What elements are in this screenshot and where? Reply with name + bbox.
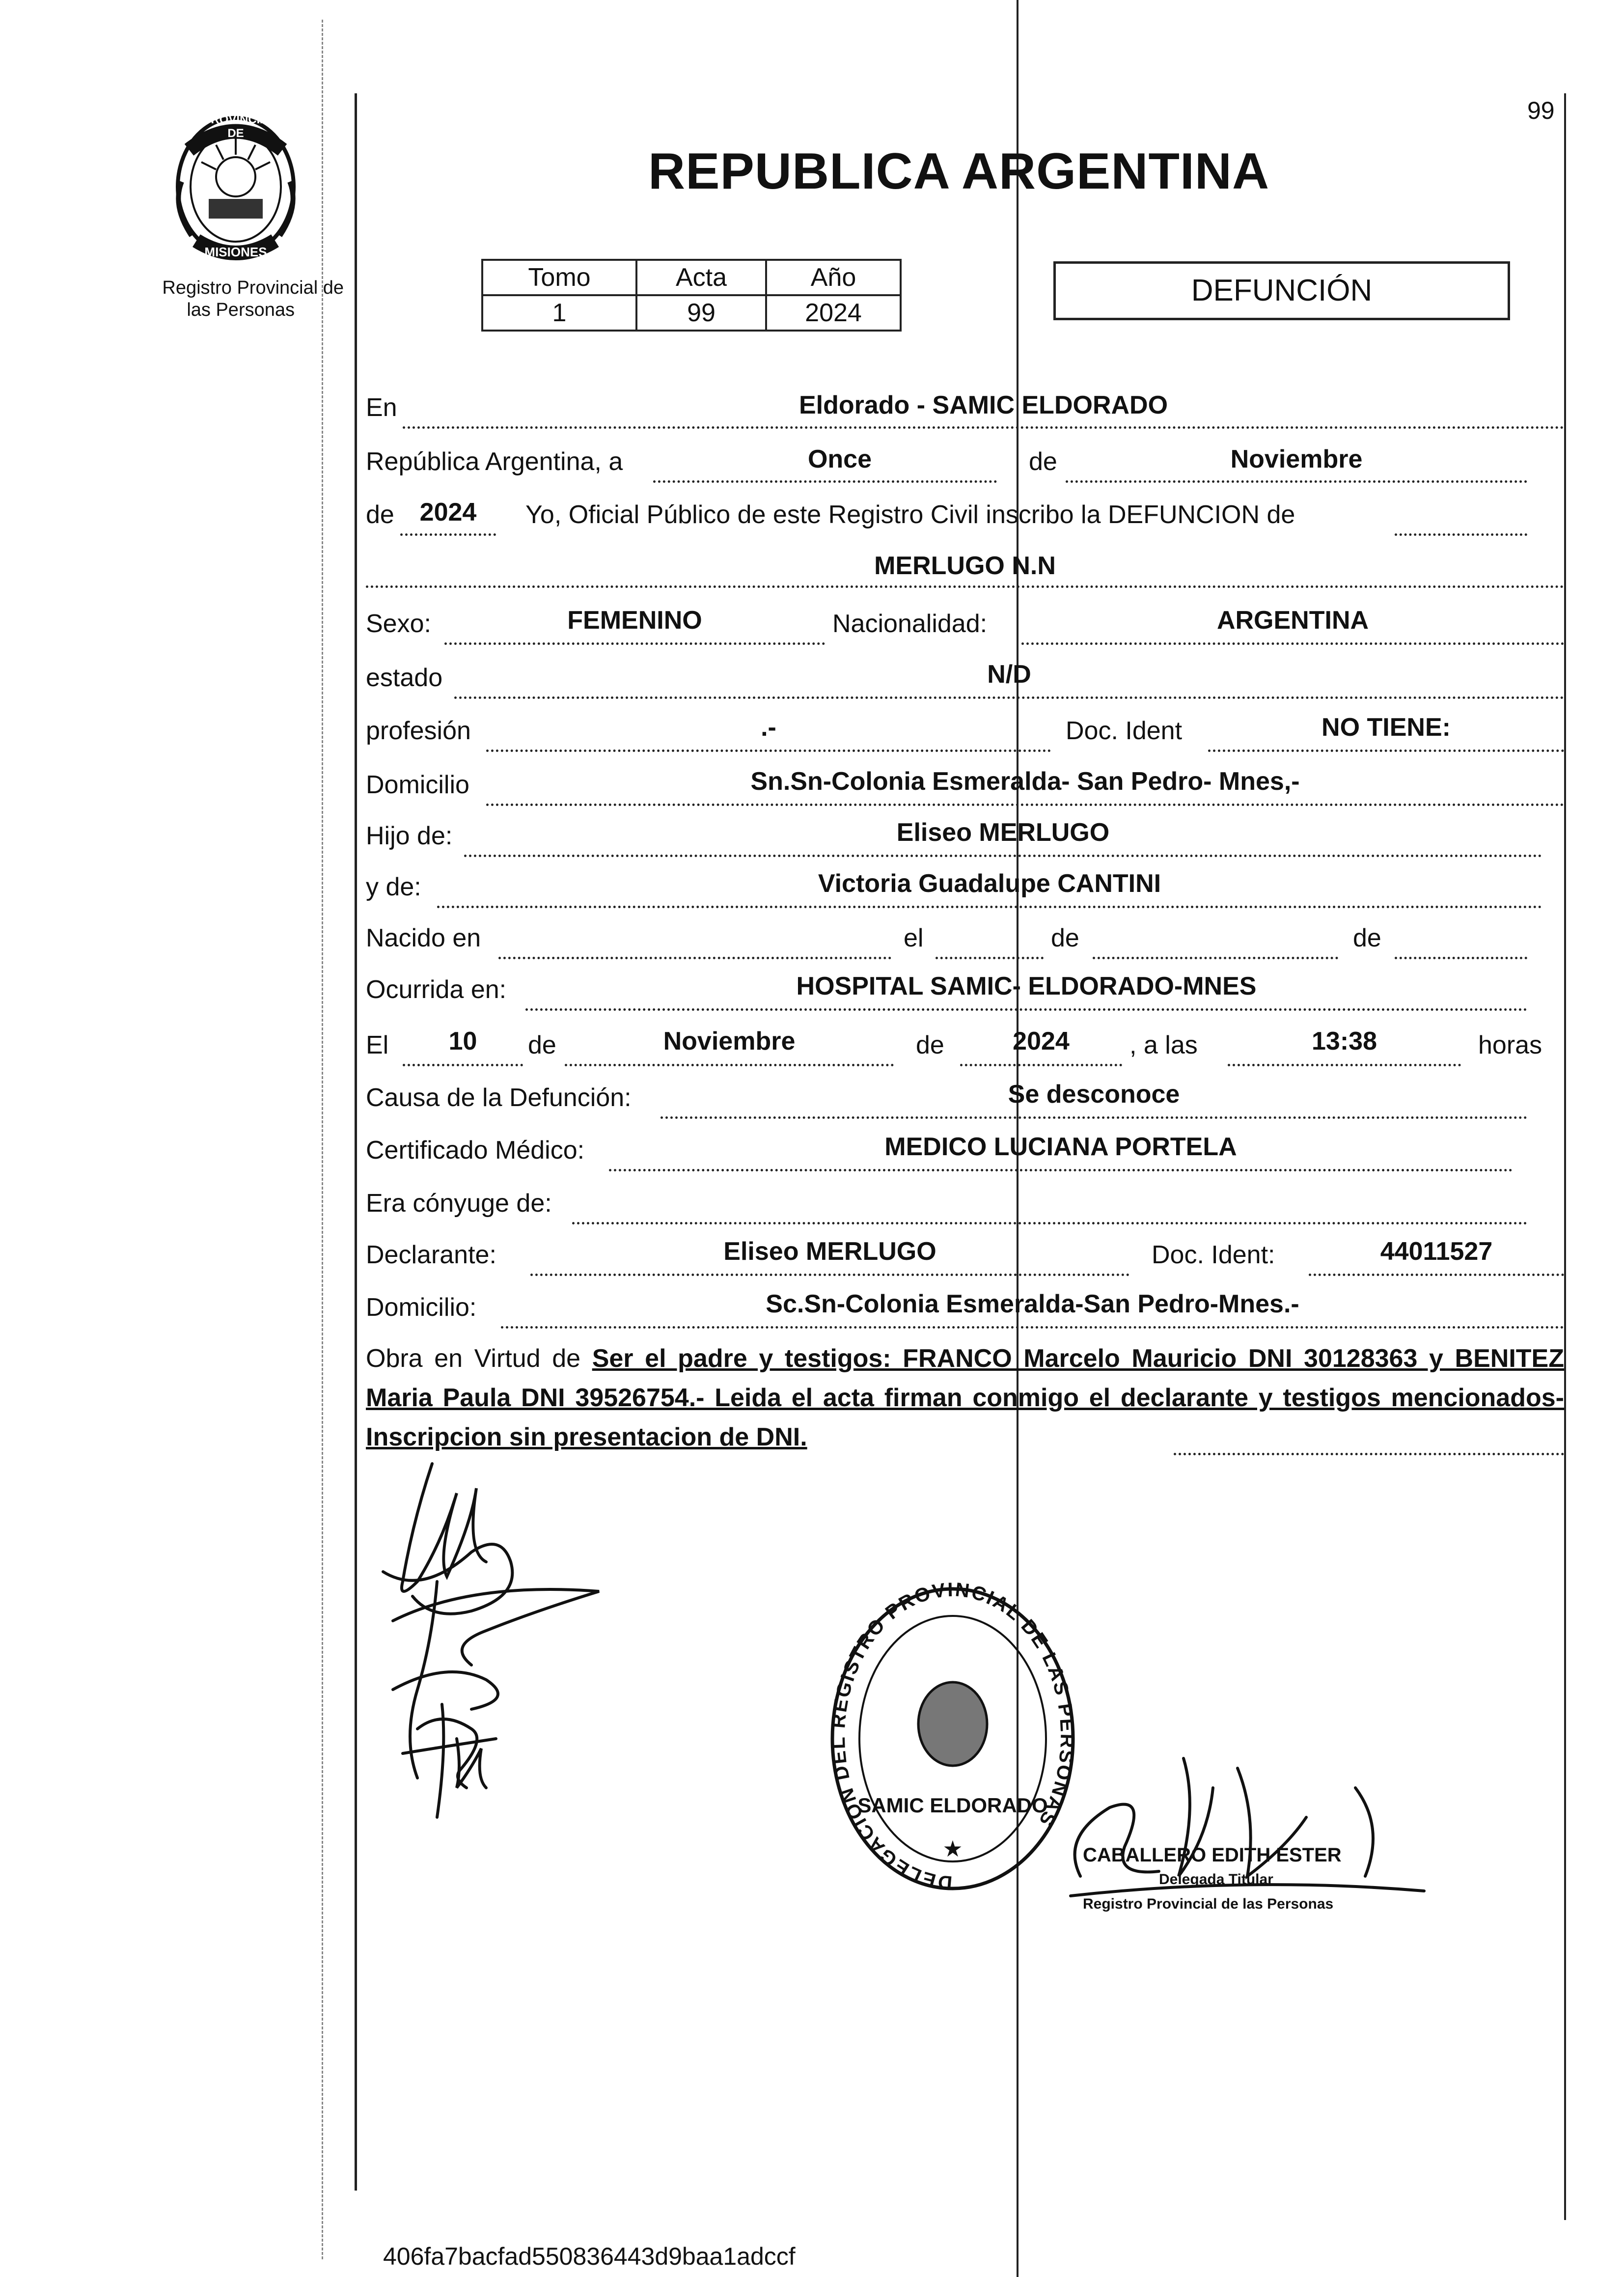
sexo-value: FEMENINO	[567, 606, 702, 635]
death-time-value: 13:38	[1312, 1027, 1377, 1055]
declarante-label: Declarante:	[366, 1241, 496, 1269]
declarante-dotline	[530, 1274, 1129, 1276]
de-label-4: de	[1353, 924, 1381, 952]
doc-ident-label: Doc. Ident	[1066, 717, 1183, 745]
domicilio-label: Domicilio	[366, 771, 469, 799]
profesion-value: .-	[761, 713, 776, 742]
en-value: Eldorado - SAMIC ELDORADO	[798, 391, 1168, 419]
domicilio-value: Sn.Sn-Colonia Esmeralda- San Pedro- Mnes,-	[750, 767, 1300, 796]
year-dotline	[400, 533, 496, 536]
estado-value: N/D	[987, 660, 1031, 689]
death-day-dotline	[403, 1064, 523, 1066]
de-label-2: de	[366, 500, 394, 529]
estado-label: estado	[366, 664, 443, 692]
el-label: el	[904, 924, 924, 952]
obra-end-dotline	[1174, 1453, 1564, 1455]
hijo-value: Eliseo MERLUGO	[896, 818, 1110, 847]
register-header-tomo: Tomo	[482, 260, 636, 295]
nacido-dotline	[498, 957, 891, 959]
nacionalidad-value: ARGENTINA	[1216, 606, 1369, 635]
doc-ident2-dotline	[1309, 1274, 1564, 1276]
profesion-dotline	[486, 750, 1051, 752]
ocurrida-label: Ocurrida en:	[366, 975, 507, 1004]
doc-ident2-label: Doc. Ident:	[1152, 1241, 1275, 1269]
republica-label: República Argentina, a	[366, 447, 623, 476]
deceased-name: MERLUGO N.N	[874, 552, 1056, 580]
ocurrida-dotline	[525, 1008, 1527, 1011]
death-time-dotline	[1228, 1064, 1461, 1066]
death-year-dotline	[960, 1064, 1122, 1066]
register-header-acta: Acta	[636, 260, 766, 295]
registrar-org: Registro Provincial de las Personas	[1083, 1896, 1334, 1912]
witness-signatures	[373, 1434, 629, 1847]
el-cap-label: El	[366, 1031, 389, 1059]
register-value-acta: 99	[636, 295, 766, 331]
ocurrida-value: HOSPITAL SAMIC- ELDORADO-MNES	[796, 972, 1257, 1000]
domicilio-dotline	[486, 804, 1564, 806]
causa-value: Se desconoce	[1008, 1080, 1180, 1109]
en-label: En	[366, 393, 397, 422]
declarante-value: Eliseo MERLUGO	[723, 1237, 936, 1266]
svg-text:★: ★	[942, 1836, 963, 1861]
stamp-center-text: SAMIC ELDORADO	[857, 1794, 1048, 1817]
month-value: Noviembre	[1230, 445, 1363, 473]
stamp-ring-text: DELEGACION DEL REGISTRO PROVINCIAL DE LAS PERSONAS	[827, 1582, 1078, 1894]
register-header-ano: Año	[766, 260, 901, 295]
month-dotline	[1066, 480, 1527, 483]
domicilio2-value: Sc.Sn-Colonia Esmeralda-San Pedro-Mnes.-	[766, 1290, 1299, 1318]
de-label-1: de	[1029, 447, 1057, 476]
doc-ident-value: NO TIENE:	[1321, 713, 1451, 742]
yde-label: y de:	[366, 873, 421, 901]
estado-dotline	[454, 696, 1564, 699]
scan-edge-dashes	[322, 20, 323, 2259]
day-dotline	[653, 480, 997, 483]
record-type-box: DEFUNCIÓN	[1053, 261, 1510, 320]
de-label-6: de	[916, 1031, 944, 1059]
day-words-value: Once	[807, 445, 872, 473]
causa-label: Causa de la Defunción:	[366, 1083, 632, 1112]
de-label-3: de	[1051, 924, 1079, 952]
domicilio2-label: Domicilio:	[366, 1293, 477, 1322]
profesion-label: profesión	[366, 717, 471, 745]
de-label-5: de	[528, 1031, 556, 1059]
conyuge-dotline	[572, 1222, 1527, 1224]
causa-dotline	[661, 1116, 1527, 1119]
certificado-value: MEDICO LUCIANA PORTELA	[884, 1133, 1237, 1161]
registrar-name: CABALLERO EDITH ESTER	[1083, 1844, 1342, 1866]
register-value-row	[482, 295, 901, 331]
yde-dotline	[437, 906, 1542, 908]
yde-value: Victoria Guadalupe CANTINI	[818, 869, 1161, 898]
document-title: REPUBLICA ARGENTINA	[648, 143, 1270, 200]
horas-label: horas	[1478, 1031, 1542, 1059]
nacido-day-dotline	[936, 957, 1044, 959]
death-day-value: 10	[448, 1027, 477, 1055]
official-text: Yo, Oficial Público de este Registro Civil inscribo la DEFUNCION de	[525, 500, 1295, 529]
register-value-ano: 2024	[766, 295, 901, 331]
left-margin-rule	[355, 93, 357, 2191]
seal-bottom-text: MISIONES	[204, 245, 267, 259]
province-seal	[162, 108, 309, 265]
death-month-value: Noviembre	[663, 1027, 796, 1055]
document-hash: 406fa7bacfad550836443d9baa1adccf	[383, 2243, 796, 2270]
hijo-label: Hijo de:	[366, 822, 453, 850]
certificado-dotline	[609, 1169, 1513, 1171]
nacido-month-dotline	[1093, 957, 1338, 959]
register-value-tomo: 1	[482, 295, 636, 331]
conyuge-label: Era cónyuge de:	[366, 1189, 552, 1218]
page-number: 99	[1527, 97, 1555, 124]
nacido-label: Nacido en	[366, 924, 481, 952]
domicilio2-dotline	[501, 1326, 1564, 1329]
death-year-value: 2024	[1013, 1027, 1070, 1055]
obra-value: Ser el padre y testigos: FRANCO Marcelo Mauricio DNI 30128363 y BENITEZ Maria Paula DNI 39526754.- Leida el acta firman conmigo el declarante y testigos mencionados- Inscripcion sin presentacion de DNI.	[366, 1344, 1564, 1451]
issuer-line2: las Personas	[187, 300, 295, 320]
nacionalidad-label: Nacionalidad:	[832, 610, 988, 638]
hijo-dotline	[464, 855, 1542, 857]
right-margin-rule	[1564, 93, 1566, 2220]
alas-label: , a las	[1129, 1031, 1198, 1059]
name-dotline	[366, 585, 1564, 588]
year-value: 2024	[419, 498, 477, 527]
certificado-label: Certificado Médico:	[366, 1136, 585, 1165]
doc-ident2-value: 44011527	[1380, 1237, 1493, 1266]
sexo-dotline	[444, 642, 825, 645]
nacionalidad-dotline	[1021, 642, 1564, 645]
obra-label: Obra en Virtud de	[366, 1344, 581, 1373]
register-table	[481, 259, 902, 332]
doc-ident-dotline	[1208, 750, 1564, 752]
nacido-year-dotline	[1395, 957, 1527, 959]
official-stamp	[825, 1582, 1080, 1896]
register-header-row	[482, 260, 901, 295]
issuer-line1: Registro Provincial de	[162, 278, 344, 298]
death-month-dotline	[565, 1064, 894, 1066]
seal-top-text: PROVINCIA DE	[203, 113, 269, 140]
official-trailing-dotline	[1395, 533, 1527, 536]
registrar-role: Delegada Titular	[1159, 1871, 1273, 1888]
sexo-label: Sexo:	[366, 610, 431, 638]
en-dotline	[403, 426, 1564, 429]
